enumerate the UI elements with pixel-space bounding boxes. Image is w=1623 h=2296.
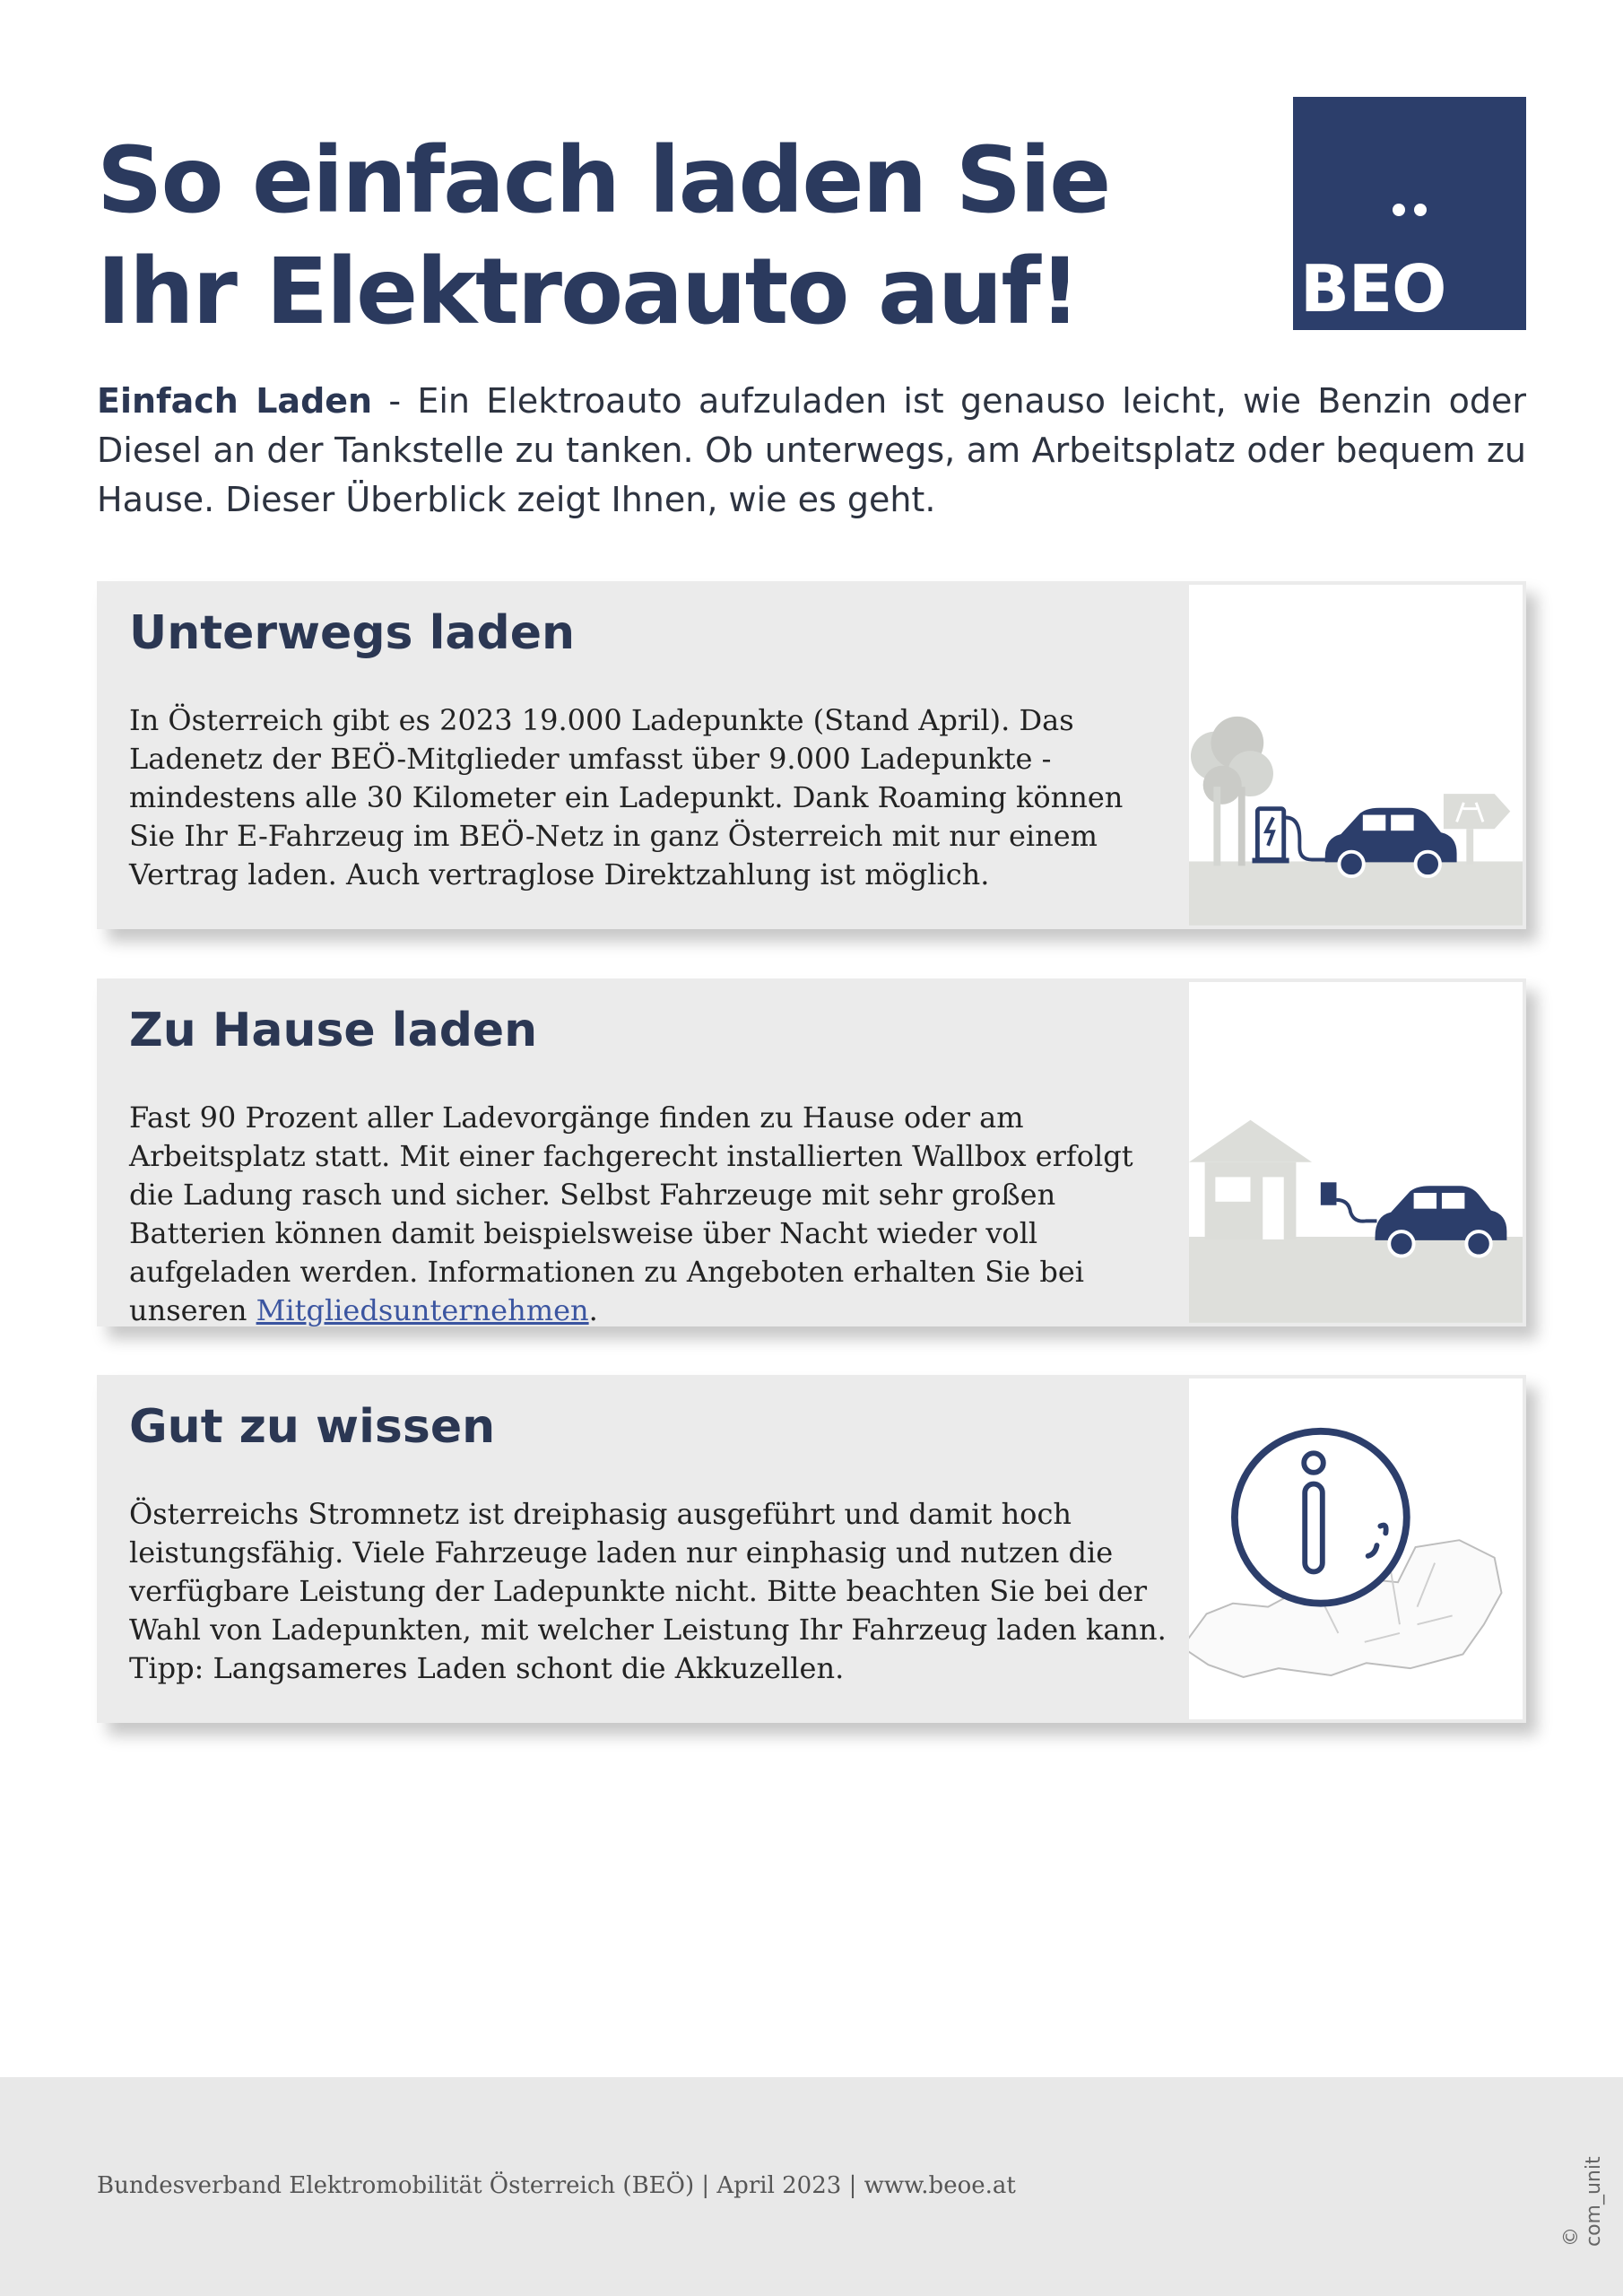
title-line-2: Ihr Elektroauto auf!: [97, 239, 1080, 345]
card-gut-zu-wissen: [97, 1375, 1526, 1723]
page-title: [97, 126, 1173, 348]
card-text: In Österreich gibt es 2023 19.000 Ladepunkte (Stand April). Das Ladenetz der BEÖ-Mitglieder umfasst über 9.000 Ladepunkte - mindestens alle 30 Kilometer ein Ladepunkt. Dank Roaming können Sie Ihr E-Fahrzeug im BEÖ-Netz in ganz Österreich mit nur einem Vertrag laden. Auch vertraglose Direktzahlung ist möglich.: [129, 703, 1124, 891]
card-text-before: Fast 90 Prozent aller Ladevorgänge finden zu Hause oder am Arbeitsplatz statt. Mit einer fachgerecht installierten Wallbox erfolgt die Ladung rasch und sicher. Selbst Fahrzeuge mit sehr großen Batterien können damit beispielsweise über Nacht wieder voll aufgeladen werden. Informationen zu Angeboten erhalten Sie bei unseren: [129, 1100, 1133, 1327]
card-text-after: .: [588, 1293, 598, 1327]
mitgliedsunternehmen-link[interactable]: Mitgliedsunternehmen: [256, 1293, 589, 1327]
footer: [0, 2077, 1623, 2296]
title-line-1: So einfach laden Sie: [97, 127, 1110, 234]
card-text: [129, 1099, 1169, 1330]
footer-text: Bundesverband Elektromobilität Österreich (BEÖ) | April 2023 | www.beoe.at: [97, 2172, 1016, 2199]
charging-station-road-icon: [1185, 581, 1526, 929]
card-text: Österreichs Stromnetz ist dreiphasig ausgeführt und damit hoch leistungsfähig. Viele Fahrzeuge laden nur einphasig und nutzen die verfügbare Leistung der Ladepunkte nicht. Bitte beachten Sie bei der Wahl von Ladepunkten, mit welcher Leistung Ihr Fahrzeug laden kann. Tipp: Langsameres Laden schont die Akkuzellen.: [129, 1497, 1167, 1685]
beo-logo: [1293, 97, 1526, 330]
card-title: Unterwegs laden: [129, 606, 576, 660]
intro-text: - Ein Elektroauto aufzuladen ist genauso leicht, wie Benzin oder Diesel an der Tankstelle zu tanken. Ob unterwegs, am Arbeitsplatz oder bequem zu Hause. Dieser Überblick zeigt Ihnen, wie es geht.: [97, 381, 1526, 519]
info-austria-map-icon: [1185, 1375, 1526, 1723]
logo-umlaut-dots: [1293, 203, 1526, 220]
card-unterwegs: [97, 581, 1526, 929]
card-title: Gut zu wissen: [129, 1400, 496, 1454]
card-title: Zu Hause laden: [129, 1004, 538, 1057]
house-wallbox-icon: [1185, 978, 1526, 1326]
logo-text: BEO: [1300, 251, 1446, 326]
card-zu-hause: [97, 978, 1526, 1326]
image-credit: © com_unit: [1560, 2156, 1605, 2247]
intro-paragraph: [97, 377, 1526, 525]
intro-bold: Einfach Laden: [97, 381, 373, 421]
